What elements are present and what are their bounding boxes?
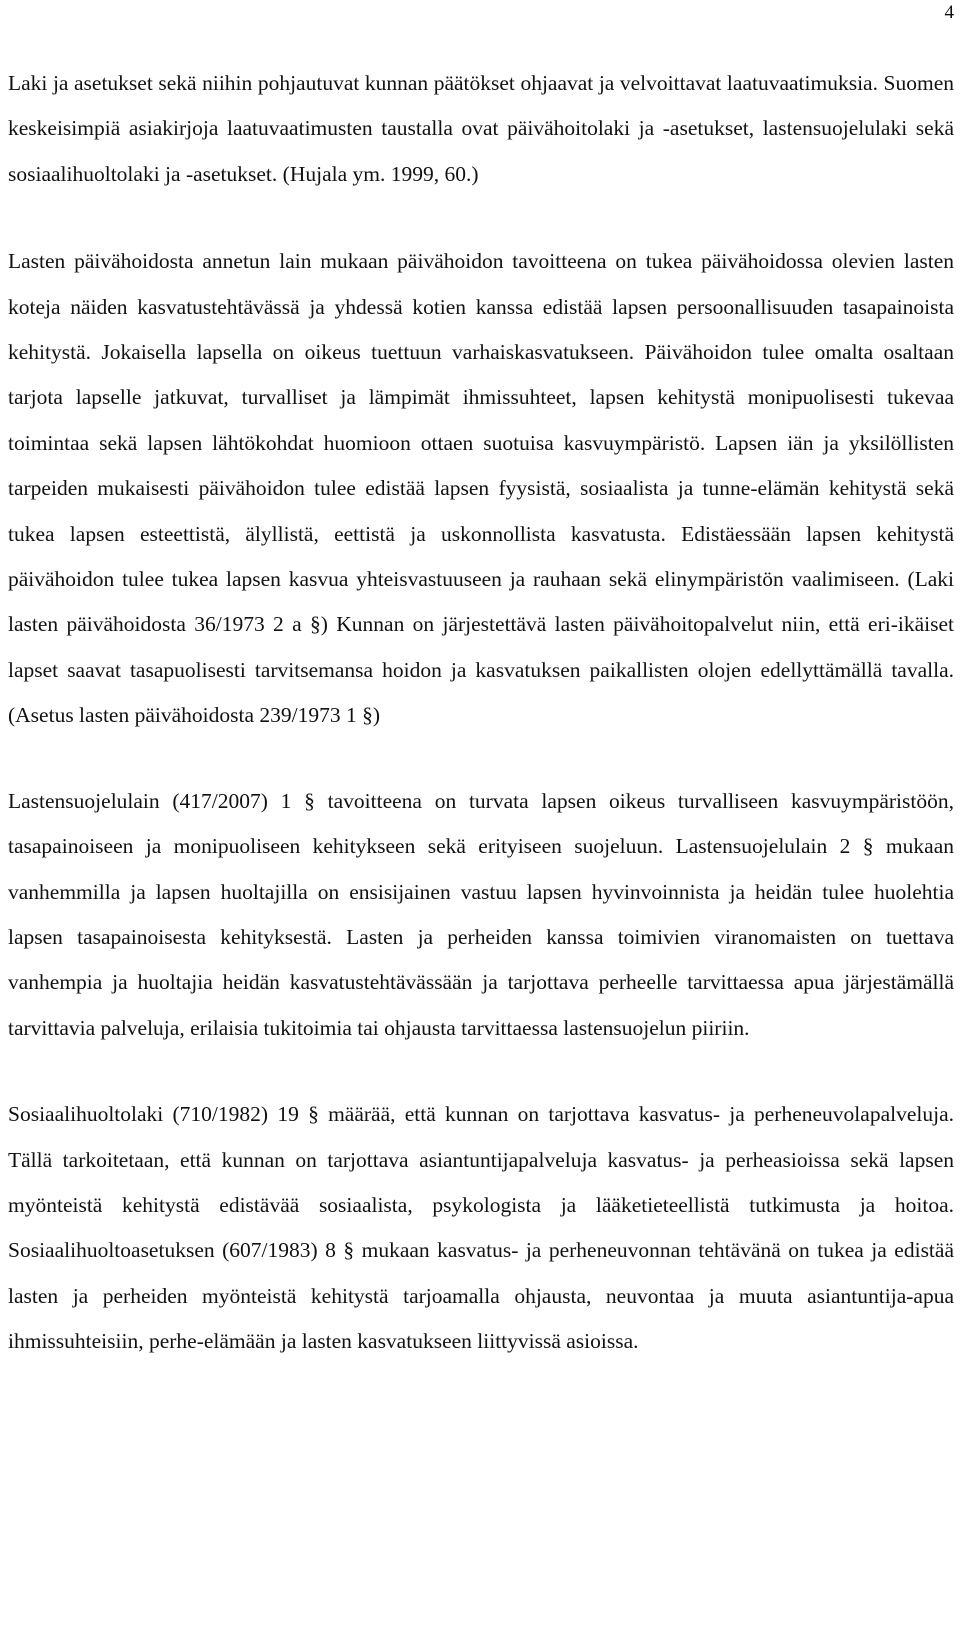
- paragraph-sosiaalihuoltolaki: Sosiaalihuoltolaki (710/1982) 19 § määrää, että kunnan on tarjottava kasvatus- ja perheneuvolapalveluja. Tällä tarkoitetaan, että kunnan on tarjottava asiantuntijapalveluja kasvatus- ja perheasioissa sekä lapsen myönteistä kehitystä edistävää sosiaalista, psykologista ja lääketieteellistä tutkimusta ja hoitoa. Sosiaalihuoltoasetuksen (607/1983) 8 § mukaan kasvatus- ja perheneuvonnan tehtävänä on tukea ja edistää lasten ja perheiden myönteistä kehitystä tarjoamalla ohjausta, neuvontaa ja muuta asiantuntija-apua ihmissuhteisiin, perhe-elämään ja lasten kasvatukseen liittyvissä asioissa.: [8, 1102, 954, 1354]
- paragraph-lastensuojelulaki: Lastensuojelulain (417/2007) 1 § tavoitteena on turvata lapsen oikeus turvalliseen kasvuympäristöön, tasapainoiseen ja monipuoliseen kehitykseen sekä erityiseen suojeluun. Lastensuojelulain 2 § mukaan vanhemmilla ja lapsen huoltajilla on ensisijainen vastuu lapsen hyvinvoinnista ja heidän tulee huolehtia lapsen tasapainoisesta kehityksestä. Lasten ja perheiden kanssa toimivien viranomaisten on tuettava vanhempia ja huoltajia heidän kasvatustehtävässään ja tarjottava perheelle tarvittaessa apua järjestämällä tarvittavia palveluja, erilaisia tukitoimia tai ohjausta tarvittaessa lastensuojelun piiriin.: [8, 788, 954, 1040]
- paragraph-paivahoitolaki: Lasten päivähoidosta annetun lain mukaan päivähoidon tavoitteena on tukea päivähoidossa olevien lasten koteja näiden kasvatustehtävässä ja yhdessä kotien kanssa edistää lapsen persoonallisuuden tasapainoista kehitystä. Jokaisella lapsella on oikeus tuettuun varhaiskasvatukseen. Päivähoidon tulee omalta osaltaan tarjota lapselle jatkuvat, turvalliset ja lämpimät ihmissuhteet, lapsen kehitystä monipuolisesti tukevaa toimintaa sekä lapsen lähtökohdat huomioon ottaen suotuisa kasvuympäristö. Lapsen iän ja yksilöllisten tarpeiden mukaisesti päivähoidon tulee edistää lapsen fyysistä, sosiaalista ja tunne-elämän kehitystä sekä tukea lapsen esteettistä, älyllistä, eettistä ja uskonnollista kasvatusta. Edistäessään lapsen kehitystä päivähoidon tulee tukea lapsen kasvua yhteisvastuuseen ja rauhaan sekä elinympäristön vaalimiseen. (Laki lasten päivähoidosta 36/1973 2 a §) Kunnan on järjestettävä lasten päivähoitopalvelut niin, että eri-ikäiset lapset saavat tasapuolisesti tarvitsemansa hoidon ja kasvatuksen paikallisten olojen edellyttämällä tavalla. (Asetus lasten päivähoidosta 239/1973 1 §): [8, 249, 954, 728]
- document-body: [8, 61, 954, 1365]
- paragraph-laatuvaatimukset: Laki ja asetukset sekä niihin pohjautuvat kunnan päätökset ohjaavat ja velvoittavat laatuvaatimuksia. Suomen keskeisimpiä asiakirjoja laatuvaatimusten taustalla ovat päivähoitolaki ja -asetukset, lastensuojelulaki sekä sosiaalihuoltolaki ja -asetukset. (Hujala ym. 1999, 60.): [8, 71, 954, 186]
- page-number: 4: [944, 2, 954, 23]
